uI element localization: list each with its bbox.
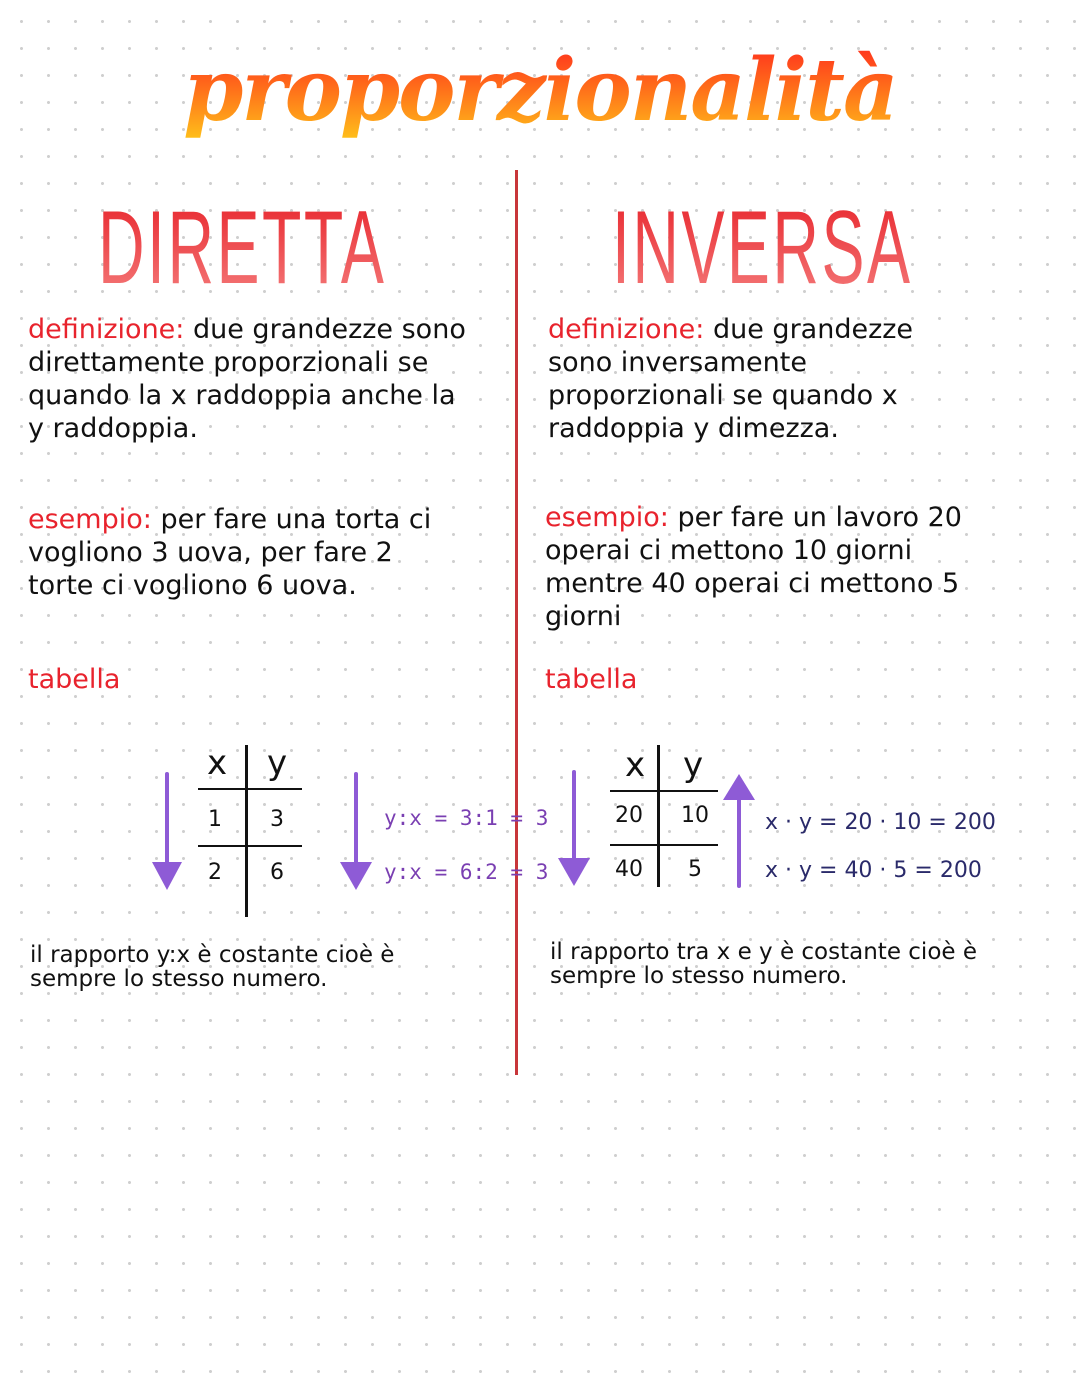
arrow-down-icon <box>150 770 190 895</box>
inversa-header-y: y <box>682 745 704 785</box>
inversa-equation-2: x · y = 40 · 5 = 200 <box>765 858 982 883</box>
table-vertical-line <box>245 745 248 917</box>
table-header-line <box>198 788 302 790</box>
diretta-definition-label: definizione: <box>28 314 185 345</box>
inversa-definition <box>548 313 978 445</box>
inversa-cell: 5 <box>688 857 702 882</box>
diretta-equation-2: y:x = 6:2 = 3 <box>384 860 549 884</box>
diretta-cell: 2 <box>208 860 222 885</box>
diretta-definition-text: due grandezze sono direttamente proporzionali se quando la x raddoppia anche la y raddoppia. <box>28 314 466 444</box>
diretta-conclusion: il rapporto y:x è costante cioè è sempre lo stesso numero. <box>30 942 395 992</box>
inversa-equation-1: x · y = 20 · 10 = 200 <box>765 810 996 835</box>
diretta-example-label: esempio: <box>28 504 152 535</box>
inversa-definition-label: definizione: <box>548 314 705 345</box>
table-row-line <box>610 844 718 846</box>
inversa-conclusion: il rapporto tra x e y è costante cioè è sempre lo stesso numero. <box>550 939 978 989</box>
inversa-cell: 40 <box>615 857 643 882</box>
inversa-table-label: tabella <box>545 664 638 695</box>
diretta-example-text: per fare una torta ci vogliono 3 uova, per fare 2 torte ci vogliono 6 uova. <box>28 504 432 601</box>
diretta-cell: 1 <box>208 807 222 832</box>
arrow-down-icon <box>556 768 596 893</box>
inversa-example <box>545 501 990 633</box>
table-row-line <box>198 845 302 847</box>
table-vertical-line <box>657 745 660 887</box>
arrow-down-icon <box>338 770 378 895</box>
inversa-header-x: x <box>624 745 646 785</box>
column-divider <box>515 170 518 1075</box>
inversa-example-text: per fare un lavoro 20 operai ci mettono 10 giorni mentre 40 operai ci mettono 5 giorni <box>545 502 962 632</box>
diretta-heading: DIRETTA <box>98 190 387 306</box>
diretta-header-x: x <box>206 743 228 783</box>
diretta-cell: 3 <box>270 807 284 832</box>
inversa-cell: 20 <box>615 803 643 828</box>
diretta-table <box>150 735 520 925</box>
inversa-definition-text: due grandezze sono inversamente proporzionali se quando x raddoppia y dimezza. <box>548 314 914 444</box>
arrow-up-icon <box>720 770 760 895</box>
inversa-example-label: esempio: <box>545 502 669 533</box>
diretta-equation-1: y:x = 3:1 = 3 <box>384 806 549 830</box>
diretta-cell: 6 <box>270 860 284 885</box>
diretta-header-y: y <box>266 743 288 783</box>
diretta-definition <box>28 313 468 445</box>
inversa-cell: 10 <box>681 803 709 828</box>
page-title: proporzionalità <box>0 40 1080 141</box>
diretta-table-label: tabella <box>28 664 121 695</box>
table-header-line <box>610 790 718 792</box>
diretta-example <box>28 503 448 602</box>
inversa-heading: INVERSA <box>612 190 913 306</box>
